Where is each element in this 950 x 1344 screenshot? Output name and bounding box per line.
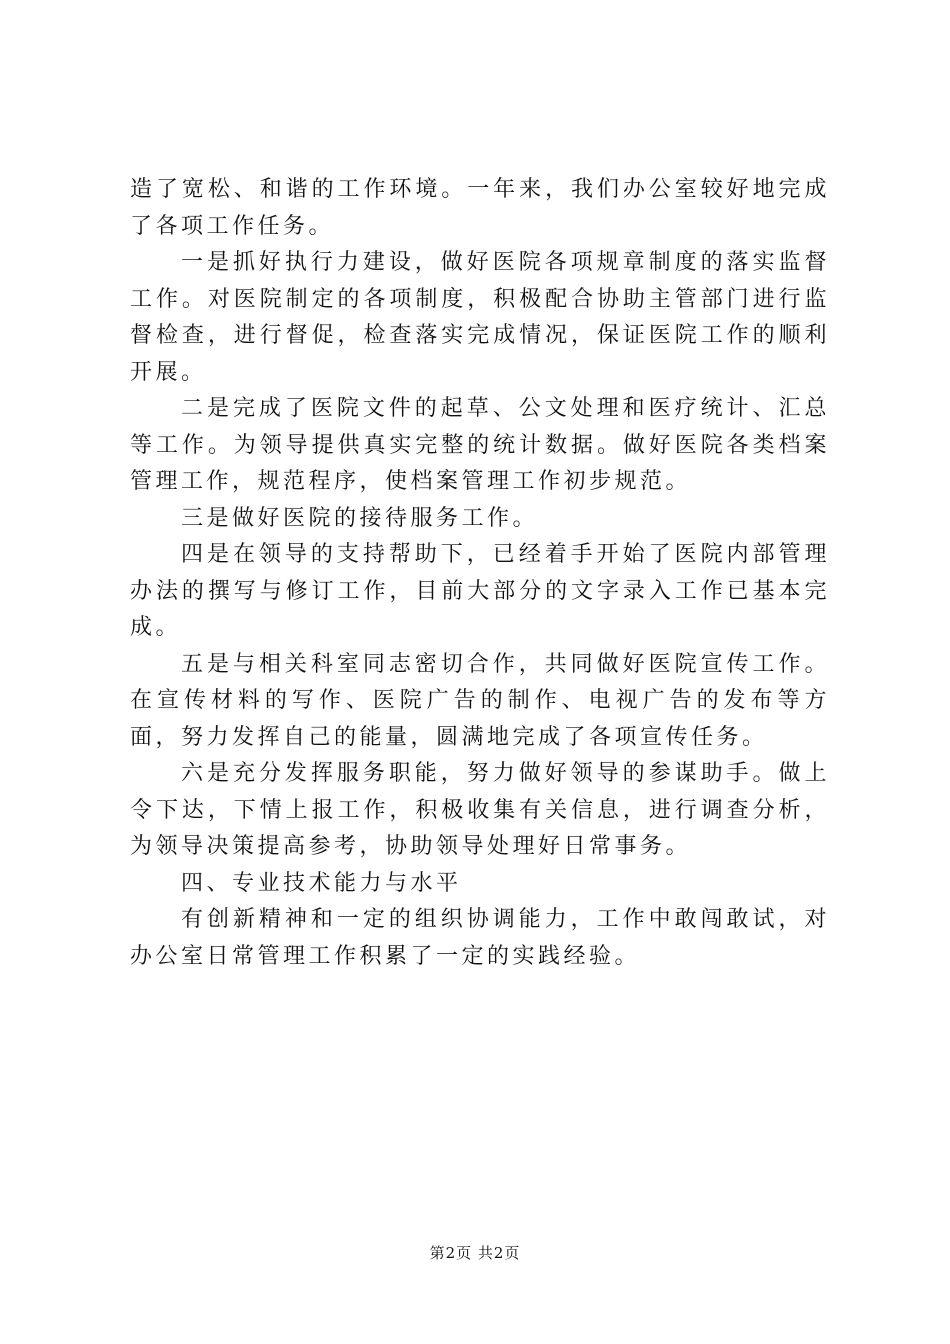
document-body [130, 172, 830, 975]
paragraph-item-4: 四是在领导的支持帮助下，已经着手开始了医院内部管理办法的撰写与修订工作，目前大部分的文字录入工作已基本完成。 [130, 542, 830, 640]
paragraph-item-3: 三是做好医院的接待服务工作。 [181, 505, 539, 531]
paragraph-item-5: 五是与相关科室同志密切合作，共同做好医院宣传工作。在宣传材料的写作、医院广告的制作、电视广告的发布等方面，努力发挥自己的能量，圆满地完成了各项宣传任务。 [130, 651, 830, 750]
paragraph-item-6: 六是充分发挥服务职能，努力做好领导的参谋助手。做上令下达，下情上报工作，积极收集有关信息，进行调查分析，为领导决策提高参考，协助领导处理好日常事务。 [130, 761, 830, 859]
paragraph-continuation: 造了宽松、和谐的工作环境。一年来，我们办公室较好地完成了各项工作任务。 [130, 177, 830, 239]
section-heading: 四、专业技术能力与水平 [181, 870, 462, 896]
page-number-footer: 第2页 共2页 [429, 1244, 521, 1262]
paragraph-item-2: 二是完成了医院文件的起草、公文处理和医疗统计、汇总等工作。为领导提供真实完整的统计数据。做好医院各类档案管理工作，规范程序，使档案管理工作初步规范。 [130, 396, 830, 494]
paragraph-skills: 有创新精神和一定的组织协调能力，工作中敢闯敢试，对办公室日常管理工作积累了一定的实践经验。 [130, 907, 830, 969]
paragraph-item-1: 一是抓好执行力建设，做好医院各项规章制度的落实监督工作。对医院制定的各项制度，积极配合协助主管部门进行监督检查，进行督促，检查落实完成情况，保证医院工作的顺利开展。 [130, 250, 830, 385]
